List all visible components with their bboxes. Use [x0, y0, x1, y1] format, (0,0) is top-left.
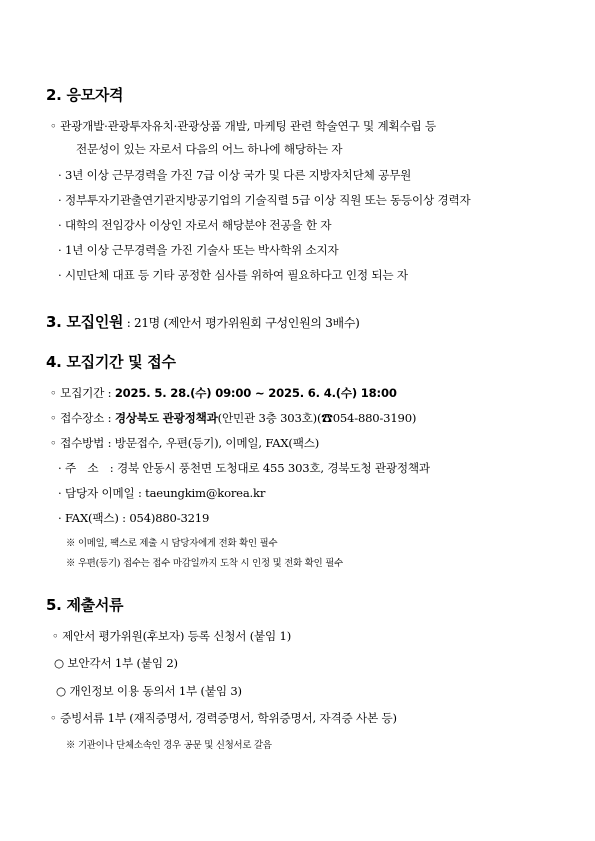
qualification-intro-line-1: ◦ 관광개발·관광투자유치·관광상품 개발, 마케팅 관련 학술연구 및 계획수립 등 — [50, 119, 436, 133]
document-item-3: ○ 개인정보 이용 동의서 1부 (붙임 3) — [56, 684, 242, 698]
reception-place-label: ◦ 접수장소 : — [50, 411, 115, 425]
qualification-item-2: · 정부투자기관출연기관지방공기업의 기술직렬 5급 이상 직원 또는 동등이상 경력자 — [58, 193, 471, 207]
reception-method: ◦ 접수방법 : 방문접수, 우편(등기), 이메일, FAX(팩스) — [50, 436, 320, 450]
qualification-item-1: · 3년 이상 근무경력을 가진 7급 이상 국가 및 다른 지방자치단체 공무원 — [58, 168, 412, 182]
document-item-2: ○ 보안각서 1부 (붙임 2) — [54, 656, 178, 670]
note-mail: ※ 우편(등기) 접수는 접수 마감일까지 도착 시 인정 및 전화 확인 필수 — [66, 558, 343, 569]
document-item-1: ◦ 제안서 평가위원(후보자) 등록 신청서 (붙임 1) — [52, 629, 292, 643]
section-5-heading: 5. 제출서류 — [46, 596, 124, 614]
recruit-period — [50, 385, 397, 401]
qualification-item-3: · 대학의 전임강사 이상인 자로서 해당분야 전공을 한 자 — [58, 218, 332, 232]
qualification-item-5: · 시민단체 대표 등 기타 공정한 심사를 위하여 필요하다고 인정 되는 자 — [58, 268, 408, 282]
reception-place-detail: (안민관 3층 303호)(☎054-880-3190) — [217, 411, 417, 425]
reception-place-value: 경상북도 관광정책과 — [114, 411, 218, 425]
qualification-intro-line-2: 전문성이 있는 자로서 다음의 어느 하나에 해당하는 자 — [76, 142, 343, 156]
recruit-count-detail: : 21명 (제안서 평가위원회 구성인원의 3배수) — [123, 316, 360, 330]
contact-email: · 담당자 이메일 : taeungkim@korea.kr — [58, 486, 266, 500]
section-3-title: 3. 모집인원 — [46, 313, 124, 331]
recruit-period-value: 2025. 5. 28.(수) 09:00 ~ 2025. 6. 4.(수) 18:00 — [114, 386, 397, 400]
reception-place — [50, 410, 416, 426]
document-item-4: ◦ 증빙서류 1부 (재직증명서, 경력증명서, 학위증명서, 자격증 사본 등) — [50, 711, 397, 725]
section-3-heading — [46, 311, 360, 332]
qualification-item-4: · 1년 이상 근무경력을 가진 기술사 또는 박사학위 소지자 — [58, 243, 339, 257]
note-organization: ※ 기관이나 단체소속인 경우 공문 및 신청서로 갈음 — [66, 740, 272, 751]
recruit-period-label: ◦ 모집기간 : — [50, 386, 115, 400]
section-2-heading: 2. 응모자격 — [46, 86, 124, 104]
section-4-heading: 4. 모집기간 및 접수 — [46, 353, 176, 371]
reception-address: · 주 소 : 경북 안동시 풍천면 도청대로 455 303호, 경북도청 관광정책과 — [58, 461, 430, 475]
contact-fax: · FAX(팩스) : 054)880-3219 — [58, 511, 210, 525]
note-email-fax: ※ 이메일, 팩스로 제출 시 담당자에게 전화 확인 필수 — [66, 538, 278, 549]
